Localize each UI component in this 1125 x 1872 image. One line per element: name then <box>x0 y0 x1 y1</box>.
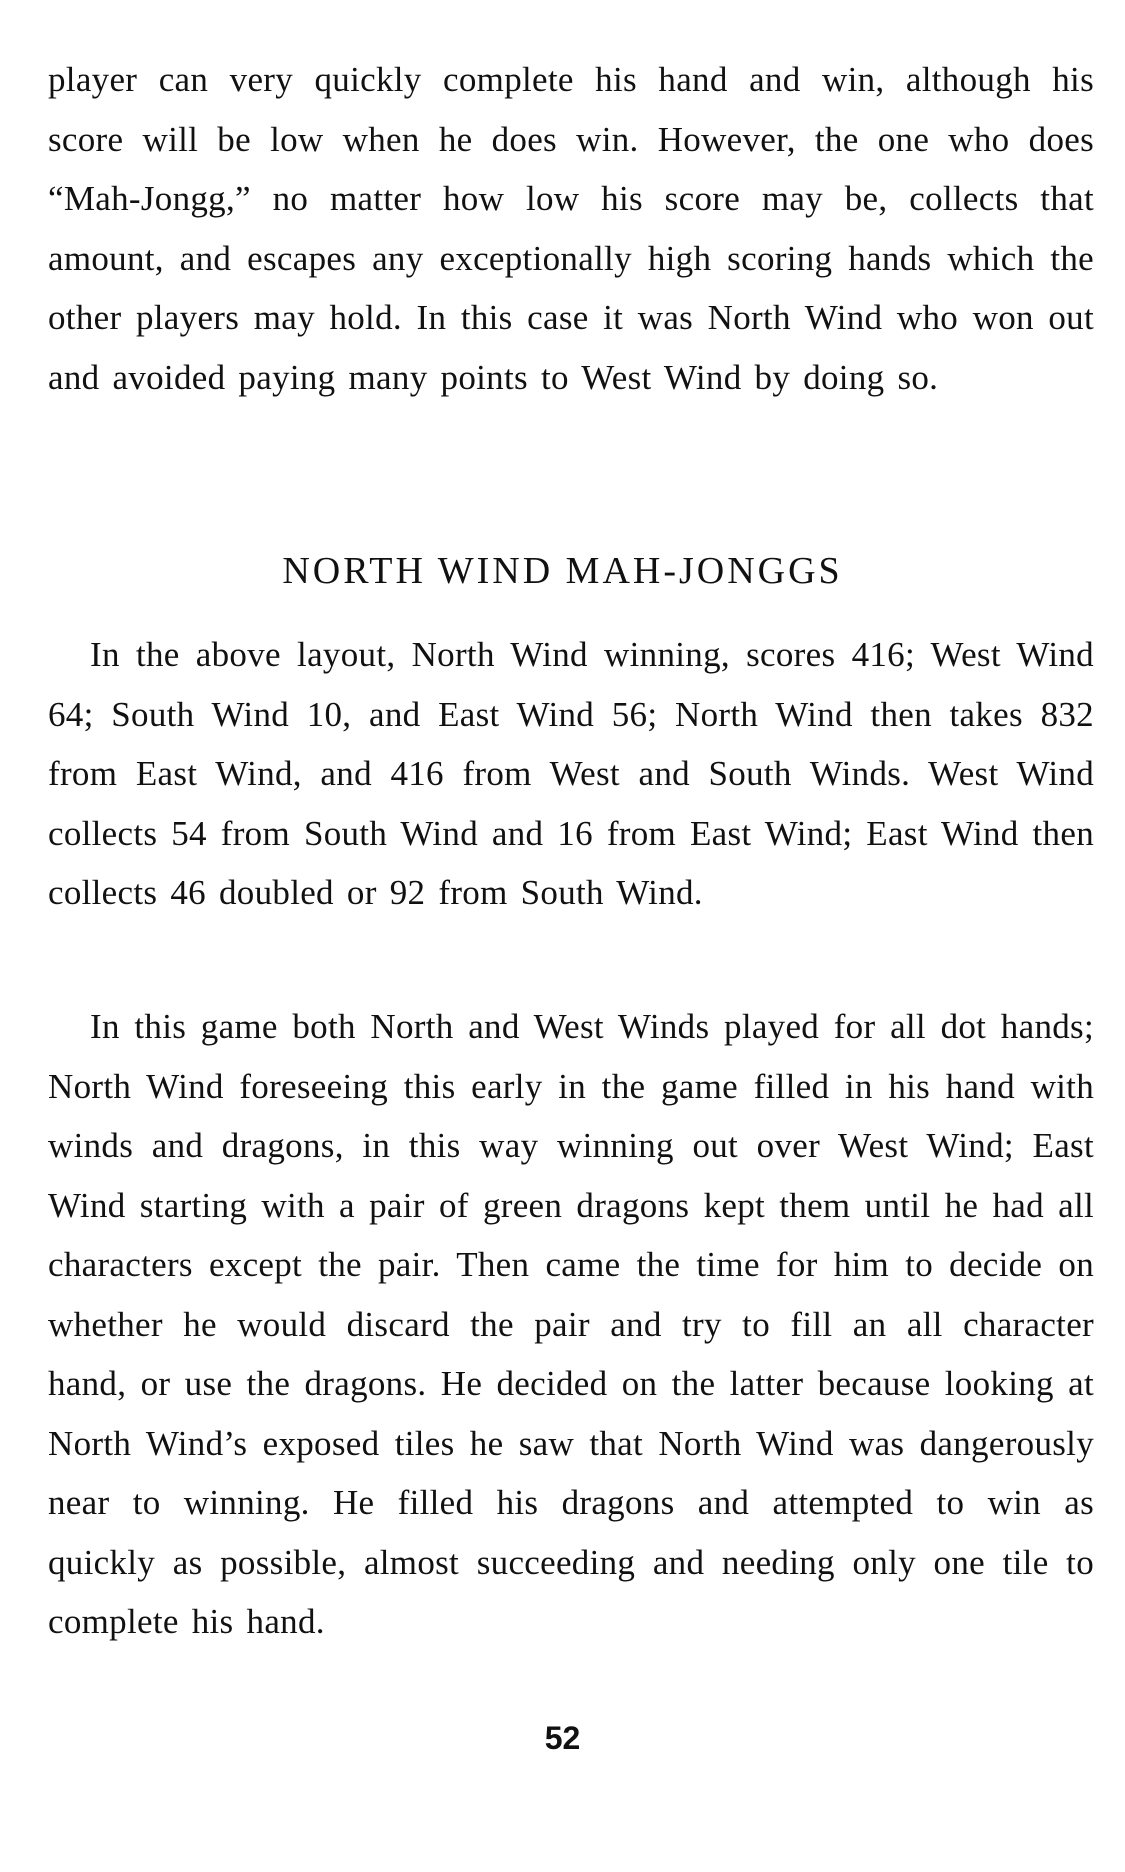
paragraph-scoring: In the above layout, North Wind winning, scores 416; West Wind 64; South Wind 10, and East Wind 56; North Wind then takes 832 from East Wind, and 416 from West and South Winds. West Wind collects 54 from South Wind and 16 from East Wind; East Wind then collects 46 doubled or 92 from South Wind. <box>48 635 1094 912</box>
paragraph-game-analysis: In this game both North and West Winds played for all dot hands; North Wind foreseeing this early in the game filled in his hand with winds and dragons, in this way winning out over West Wind; East Wind starting with a pair of green dragons kept them until he had all characters except the pair. Then came the time for him to decide on whether he would discard the pair and try to fill an all character hand, or use the dragons. He decided on the latter because looking at North Wind’s exposed tiles he saw that North Wind was dangerously near to winning. He filled his dragons and attempted to win as quickly as possible, almost succeeding and needing only one tile to complete his hand. <box>48 1007 1094 1641</box>
section-heading: NORTH WIND MAH-JONGGS <box>282 550 843 592</box>
paragraph-continuation: player can very quickly complete his hand and win, although his score will be low when he does win. However, the one who does “Mah-Jongg,” no matter how low his score may be, collects that amount, and escapes any exceptionally high scoring hands which the other players may hold. In this case it was North Wind who won out and avoided paying many points to West Wind by doing so. <box>48 60 1094 397</box>
page-number: 52 <box>544 1720 581 1756</box>
